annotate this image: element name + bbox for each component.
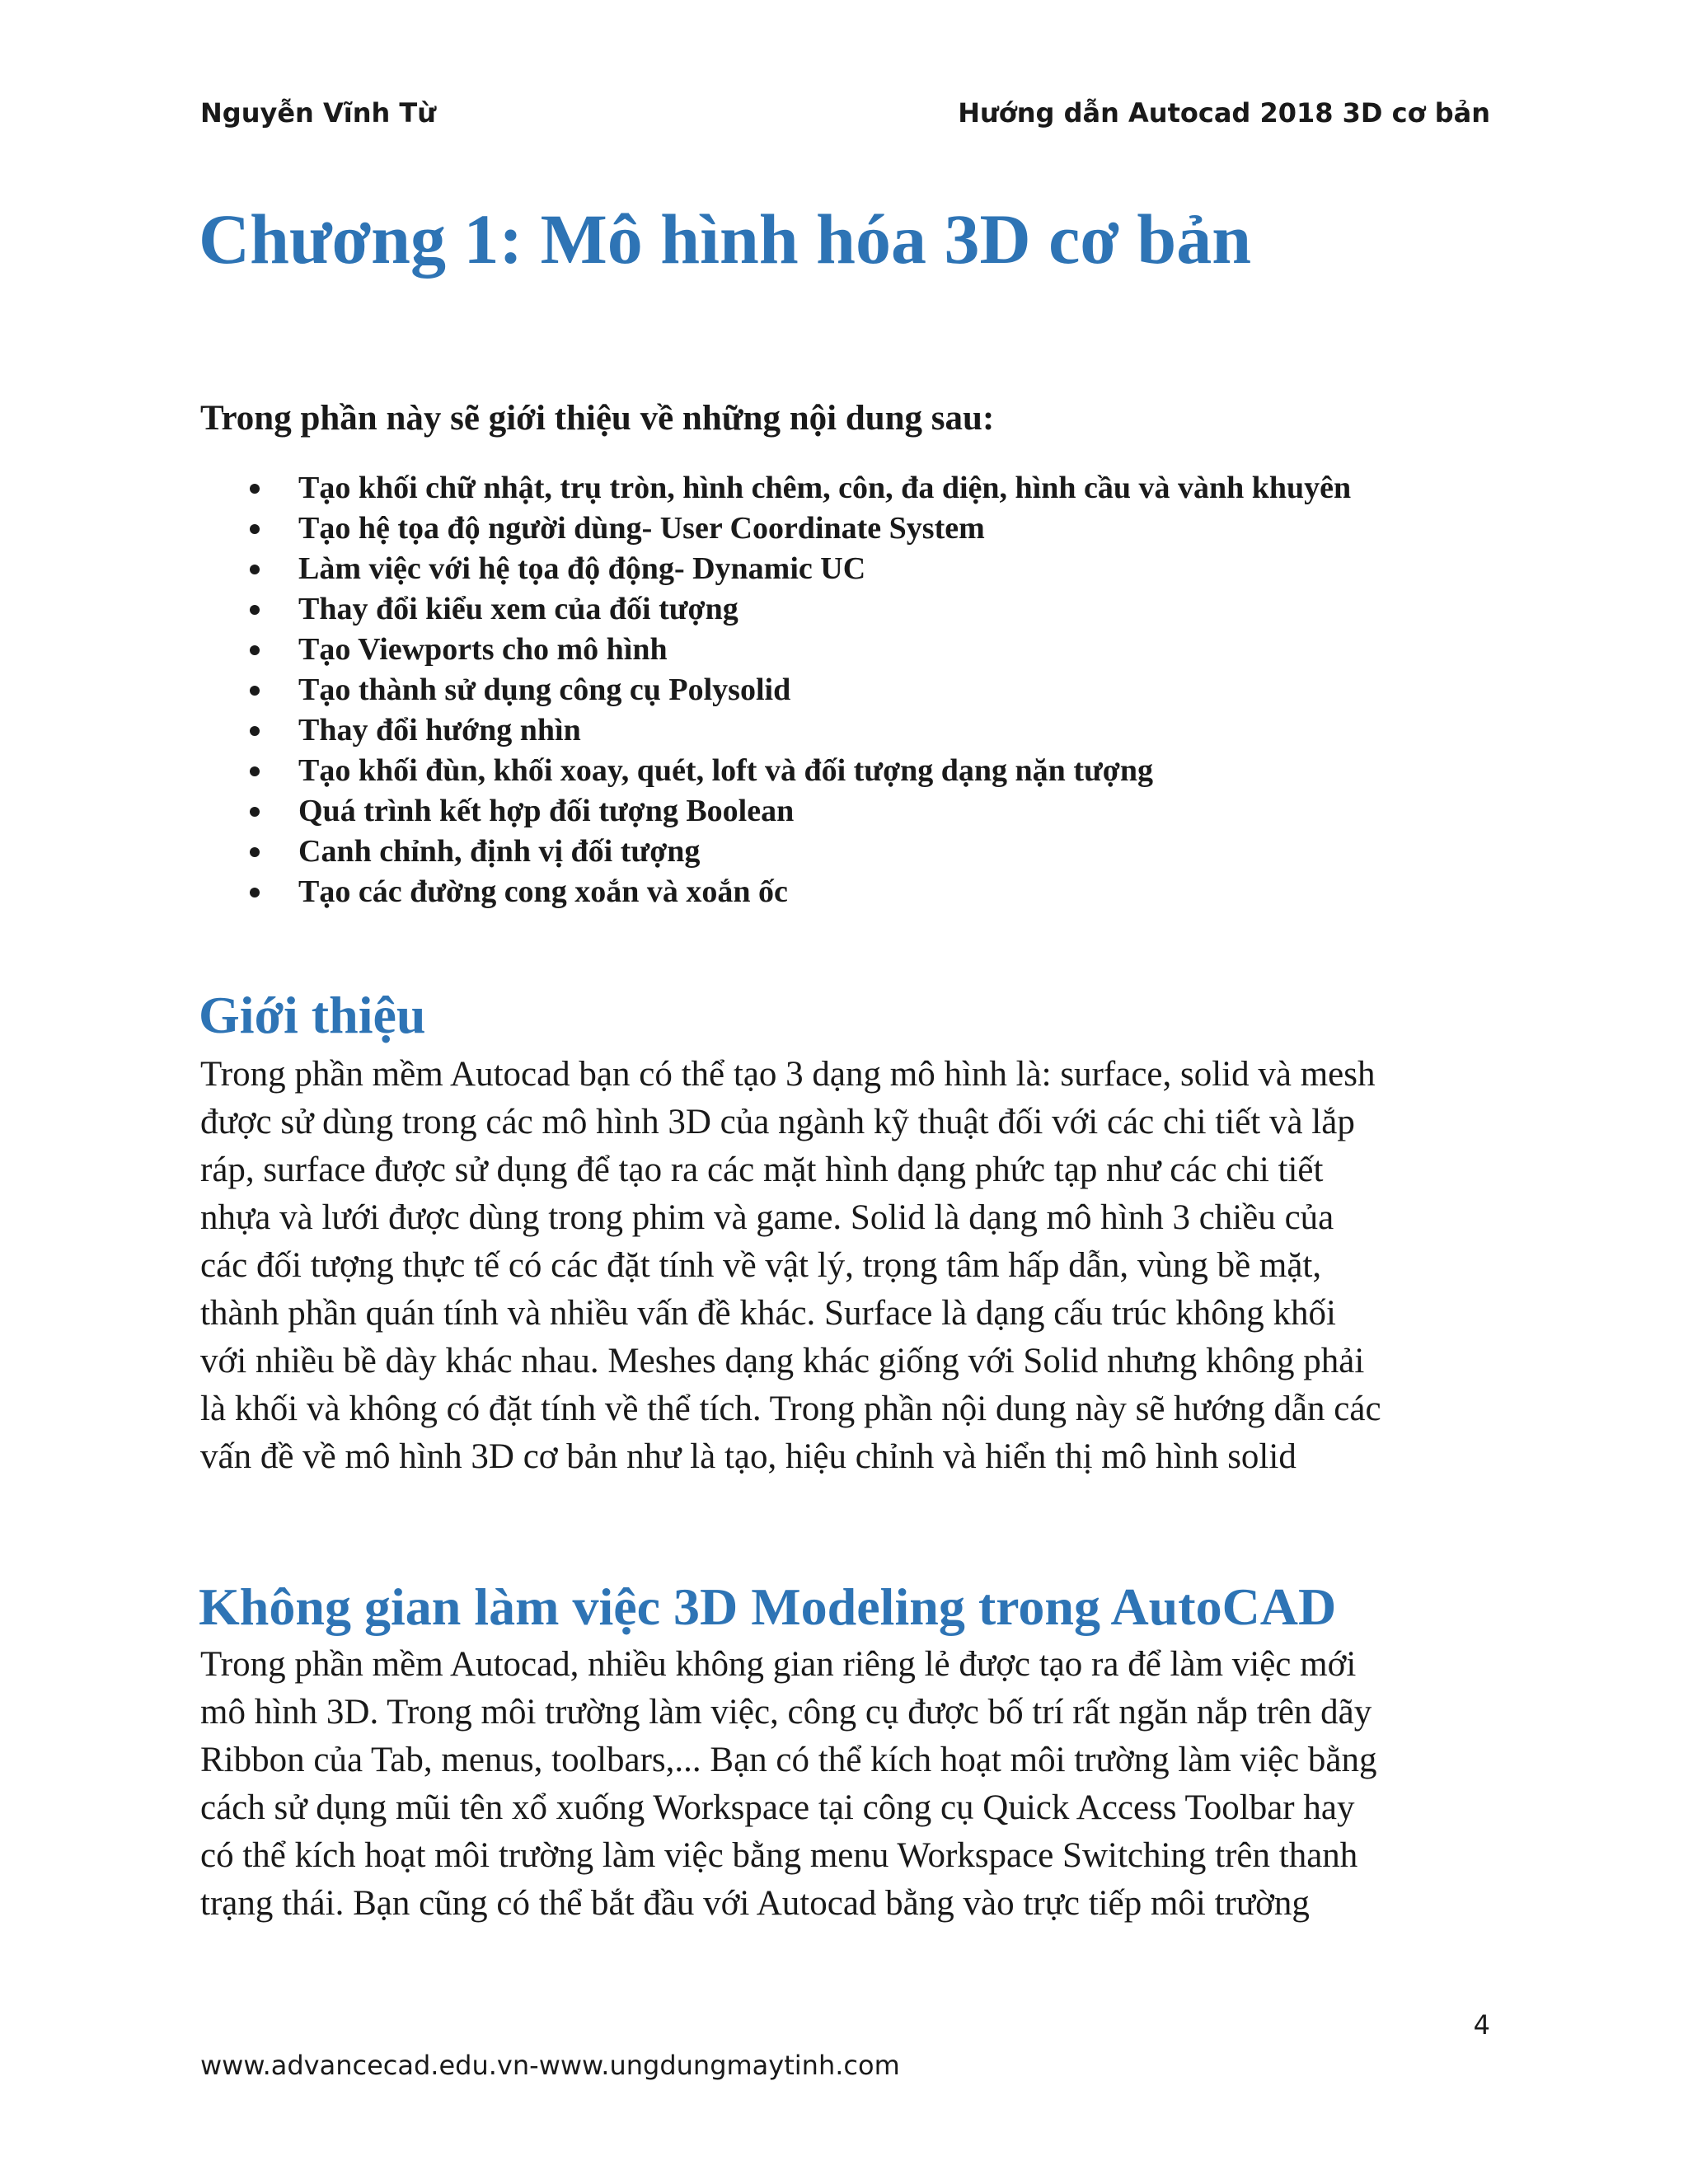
paragraph-line: Ribbon của Tab, menus, toolbars,... Bạn có thể kích hoạt môi trường làm việc bằng <box>200 1741 1377 1779</box>
topic-item <box>200 468 1351 509</box>
paragraph-line: cách sử dụng mũi tên xổ xuống Workspace tại công cụ Quick Access Toolbar hay <box>200 1788 1355 1827</box>
paragraph-line: có thể kích hoạt môi trường làm việc bằng menu Workspace Switching trên thanh <box>200 1836 1358 1875</box>
workspace-paragraph <box>200 1641 1377 1928</box>
topic-text: Thay đổi hướng nhìn <box>298 713 581 748</box>
page-number: 4 <box>1473 2009 1490 2041</box>
paragraph-line: các đối tượng thực tế có các đặt tính về vật lý, trọng tâm hấp dẫn, vùng bề mặt, <box>200 1246 1322 1285</box>
paragraph-line: trạng thái. Bạn cũng có thể bắt đầu với Autocad bằng vào trực tiếp môi trường <box>200 1884 1310 1923</box>
paragraph-line: mô hình 3D. Trong môi trường làm việc, công cụ được bố trí rất ngăn nắp trên dãy <box>200 1693 1372 1732</box>
topic-item <box>200 710 1351 751</box>
introduction-paragraph <box>200 1051 1381 1481</box>
chapter-title: Chương 1: Mô hình hóa 3D cơ bản <box>199 199 1252 279</box>
header-author: Nguyễn Vĩnh Từ <box>200 97 436 129</box>
bullet-icon <box>250 565 260 574</box>
paragraph-line: thành phần quán tính và nhiều vấn đề khác. Surface là dạng cấu trúc không khối <box>200 1294 1336 1333</box>
topic-text: Tạo hệ tọa độ người dùng- User Coordinate System <box>298 511 985 546</box>
topics-list <box>200 468 1351 912</box>
topic-item <box>200 751 1351 791</box>
topic-text: Canh chỉnh, định vị đối tượng <box>298 834 701 869</box>
paragraph-line: Trong phần mềm Autocad, nhiều không gian riêng lẻ được tạo ra để làm việc mới <box>200 1645 1357 1684</box>
bullet-icon <box>250 524 260 534</box>
paragraph-line: được sử dùng trong các mô hình 3D của ngành kỹ thuật đối với các chi tiết và lắp <box>200 1103 1355 1141</box>
topic-text: Tạo khối chữ nhật, trụ tròn, hình chêm, côn, đa diện, hình cầu và vành khuyên <box>298 471 1352 505</box>
topic-text: Làm việc với hệ tọa độ động- Dynamic UC <box>298 551 866 586</box>
bullet-icon <box>250 686 260 696</box>
paragraph-line: là khối và không có đặt tính về thể tích. Trong phần nội dung này sẽ hướng dẫn các <box>200 1390 1381 1428</box>
topic-item <box>200 791 1351 832</box>
footer-website: www.advancecad.edu.vn-www.ungdungmaytinh.com <box>200 2050 900 2081</box>
paragraph-line: vấn đề về mô hình 3D cơ bản như là tạo, hiệu chỉnh và hiển thị mô hình solid <box>200 1437 1296 1476</box>
topic-text: Tạo Viewports cho mô hình <box>298 632 668 667</box>
topic-text: Tạo khối đùn, khối xoay, quét, loft và đối tượng dạng nặn tượng <box>298 753 1153 788</box>
section-heading-introduction: Giới thiệu <box>199 986 426 1044</box>
paragraph-line: với nhiều bề dày khác nhau. Meshes dạng khác giống với Solid nhưng không phải <box>200 1342 1365 1380</box>
topic-item <box>200 549 1351 589</box>
paragraph-line: ráp, surface được sử dụng để tạo ra các mặt hình dạng phức tạp như các chi tiết <box>200 1151 1324 1189</box>
topic-item <box>200 589 1351 630</box>
topic-text: Tạo các đường cong xoắn và xoắn ốc <box>298 874 788 909</box>
bullet-icon <box>250 484 260 494</box>
section-heading-workspace: Không gian làm việc 3D Modeling trong AutoCAD <box>199 1577 1337 1636</box>
topic-text: Thay đổi kiểu xem của đối tượng <box>298 592 738 626</box>
topic-text: Tạo thành sử dụng công cụ Polysolid <box>298 673 791 707</box>
bullet-icon <box>250 726 260 736</box>
bullet-icon <box>250 807 260 817</box>
bullet-icon <box>250 766 260 776</box>
topic-text: Quá trình kết hợp đối tượng Boolean <box>298 794 795 828</box>
bullet-icon <box>250 645 260 655</box>
paragraph-line: Trong phần mềm Autocad bạn có thể tạo 3 dạng mô hình là: surface, solid và mesh <box>200 1055 1376 1094</box>
header-document-title: Hướng dẫn Autocad 2018 3D cơ bản <box>958 97 1490 129</box>
topic-item <box>200 670 1351 710</box>
topics-intro: Trong phần này sẽ giới thiệu về những nội dung sau: <box>200 399 995 438</box>
bullet-icon <box>250 605 260 615</box>
paragraph-line: nhựa và lưới được dùng trong phim và game. Solid là dạng mô hình 3 chiều của <box>200 1198 1334 1237</box>
topic-item <box>200 872 1351 912</box>
topic-item <box>200 630 1351 670</box>
bullet-icon <box>250 888 260 898</box>
topic-item <box>200 832 1351 872</box>
bullet-icon <box>250 847 260 857</box>
topic-item <box>200 509 1351 549</box>
